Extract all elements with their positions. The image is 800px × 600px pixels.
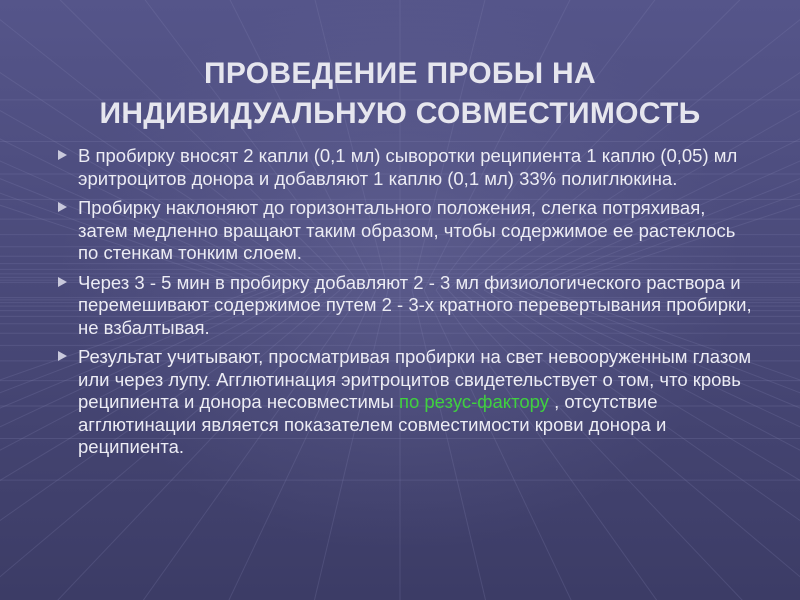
bullet-item-2 xyxy=(58,197,758,265)
bullet-text: Через 3 - 5 мин в пробирку добавляют 2 - 3 мл физиологического раствора и перемешивают содержимое путем 2 - 3-х кратного перевертывания пробирки, не взбалтывая. xyxy=(78,271,752,338)
slide-title-line-1: ПРОВЕДЕНИЕ ПРОБЫ НА xyxy=(204,57,596,91)
slide-title xyxy=(40,54,760,134)
rh-factor-link[interactable]: по резус-фактору xyxy=(398,391,549,412)
triangle-right-icon xyxy=(58,351,67,361)
triangle-right-icon xyxy=(58,277,67,287)
bullet-text-before-link: Результат учитывают, просматривая пробирки на свет невооруженным глазом или через лупу. Агглютинация эритроцитов свидетельствует о том, что кровь реципиента и донора несовместимы xyxy=(78,346,752,412)
slide-title-line-2: ИНДИВИДУАЛЬНУЮ СОВМЕСТИМОСТЬ xyxy=(99,97,701,131)
triangle-right-icon xyxy=(58,150,67,160)
triangle-right-icon xyxy=(58,202,67,212)
bullet-text: В пробирку вносят 2 капли (0,1 мл) сыворотки реципиента 1 каплю (0,05) мл эритроцитов донора и добавляют 1 каплю (0,1 мл) 33% полиглюкина. xyxy=(78,145,738,189)
bullet-list xyxy=(58,145,758,466)
bullet-item-3 xyxy=(58,272,758,340)
bullet-item-1 xyxy=(58,145,758,190)
bullet-item-4 xyxy=(58,346,758,459)
bullet-text: Пробирку наклоняют до горизонтального положения, слегка потряхивая, затем медленно вращают таким образом, чтобы содержимое ее растеклось по стенкам тонким слоем. xyxy=(78,197,736,263)
bullet-text-after-link: , отсутствие агглютинации является показателем совместимости крови донора и реципиента. xyxy=(78,391,667,457)
